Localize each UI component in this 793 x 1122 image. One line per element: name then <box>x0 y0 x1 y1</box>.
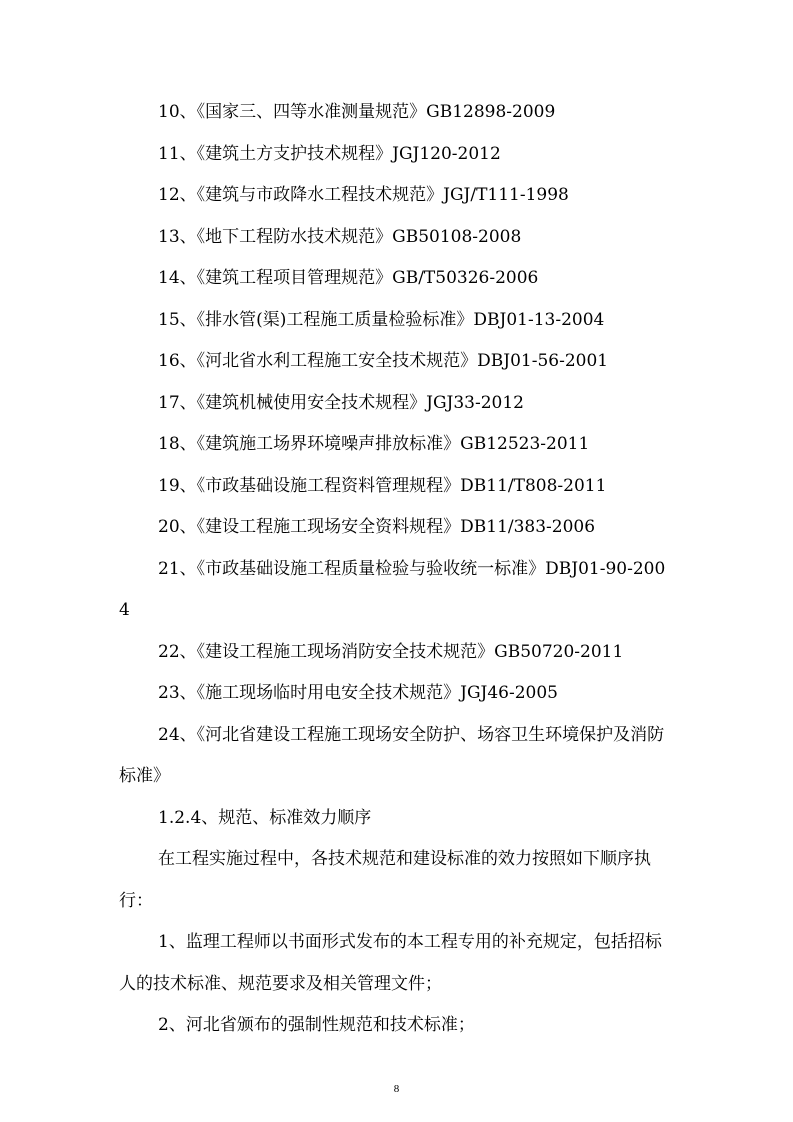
reference-item-23: 23、《施工现场临时用电安全技术规范》JGJ46-2005 <box>158 683 558 703</box>
order-item-1: 1、监理工程师以书面形式发布的本工程专用的补充规定，包括招标人的技术标准、规范要求及相关管理文件； <box>119 932 662 994</box>
reference-item-18: 18、《建筑施工场界环境噪声排放标准》GB12523-2011 <box>158 434 590 454</box>
page-number: 8 <box>393 1083 400 1095</box>
reference-item-12: 12、《建筑与市政降水工程技术规范》JGJ/T111-1998 <box>158 185 569 205</box>
reference-item-13: 13、《地下工程防水技术规范》GB50108-2008 <box>158 226 522 247</box>
reference-item-11: 11、《建筑土方支护技术规程》JGJ120-2012 <box>158 143 501 164</box>
reference-item-14: 14、《建筑工程项目管理规范》GB/T50326-2006 <box>158 268 539 288</box>
page-content <box>119 92 675 1047</box>
order-item-2: 2、河北省颁布的强制性规范和技术标准； <box>158 1015 475 1035</box>
reference-item-17: 17、《建筑机械使用安全技术规程》JGJ33-2012 <box>158 392 524 413</box>
reference-item-19: 19、《市政基础设施工程资料管理规程》DB11/T808-2011 <box>158 475 607 496</box>
reference-item-20: 20、《建设工程施工现场安全资料规程》DB11/383-2006 <box>158 517 596 537</box>
intro-paragraph: 在工程实施过程中，各技术规范和建设标准的效力按照如下顺序执行： <box>119 849 651 911</box>
reference-item-22: 22、《建设工程施工现场消防安全技术规范》GB50720-2011 <box>158 641 624 662</box>
reference-item-21: 21、《市政基础设施工程质量检验与验收统一标准》DBJ01-90-2004 <box>119 558 666 620</box>
reference-item-24: 24、《河北省建设工程施工现场安全防护、场容卫生环境保护及消防标准》 <box>119 724 665 786</box>
reference-item-10: 10、《国家三、四等水准测量规范》GB12898-2009 <box>158 102 556 122</box>
section-heading: 1.2.4、规范、标准效力顺序 <box>158 807 372 828</box>
reference-item-15: 15、《排水管(渠)工程施工质量检验标准》DBJ01-13-2004 <box>158 309 605 330</box>
reference-item-16: 16、《河北省水利工程施工安全技术规范》DBJ01-56-2001 <box>158 351 609 371</box>
